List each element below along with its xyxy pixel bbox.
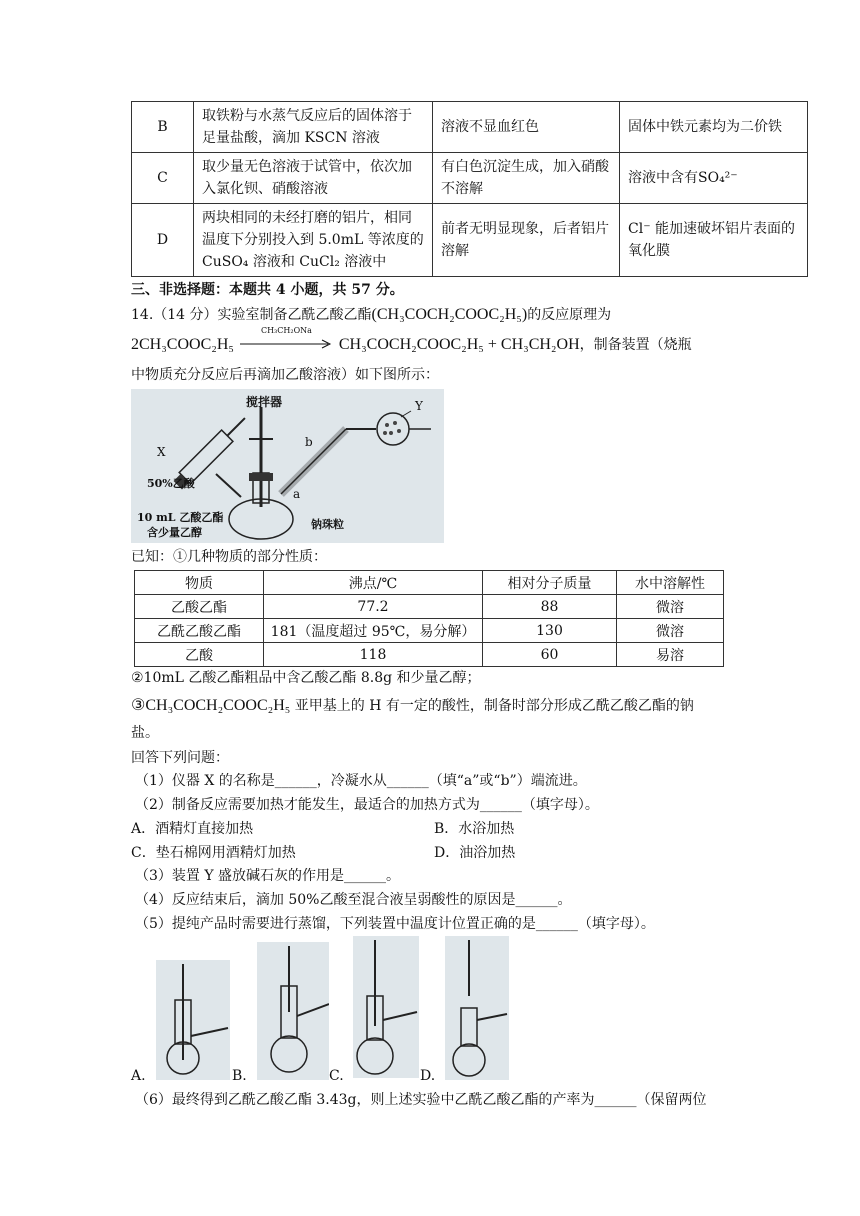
row-observation: 有白色沉淀生成，加入硝酸不溶解 <box>433 153 620 204</box>
known-3-text: 亚甲基上的 H 有一定的酸性，制备时部分形成乙酰乙酸乙酯的钠 <box>294 698 694 714</box>
answer-prompt: 回答下列问题： <box>131 750 229 766</box>
label-flask-contents-2: 含少量乙醇 <box>147 526 202 539</box>
row-conclusion: 溶液中含有SO₄²⁻ <box>620 153 808 204</box>
q14-intro-end: 的反应原理为 <box>527 307 612 323</box>
table-cell: 乙酸乙酯 <box>135 595 264 619</box>
label-a: a <box>293 487 301 501</box>
table-row <box>135 619 724 643</box>
table-cell: 181（温度超过 95℃，易分解） <box>264 619 483 643</box>
column-header: 物质 <box>135 571 264 595</box>
table-cell: 微溶 <box>617 619 724 643</box>
table-row <box>132 153 808 204</box>
label-stirrer: 搅拌器 <box>246 395 283 409</box>
intro-line3: 中物质充分反应后再滴加乙酸溶液）如下图所示： <box>131 367 439 383</box>
column-header: 相对分子质量 <box>483 571 617 595</box>
property-table <box>134 570 724 667</box>
known-3-end: 盐。 <box>131 725 159 741</box>
table-cell: 130 <box>483 619 617 643</box>
table-cell: 88 <box>483 595 617 619</box>
question-6: （6）最终得到乙酰乙酸乙酯 3.43g，则上述实验中乙酰乙酸乙酯的产率为______（保留两位 <box>135 1092 707 1108</box>
question-2: （2）制备反应需要加热才能发生，最适合的加热方式为______（填字母）。 <box>135 797 599 813</box>
known-3 <box>131 695 694 717</box>
flask-label-a: A. <box>131 1068 146 1084</box>
row-conclusion: Cl⁻ 能加速破坏铝片表面的氧化膜 <box>620 204 808 277</box>
option-d: D．油浴加热 <box>434 845 516 861</box>
row-operation: 取铁粉与水蒸气反应后的固体溶于足量盐酸，滴加 KSCN 溶液 <box>194 102 433 153</box>
q14-intro-text: 14.（14 分）实验室制备乙酰乙酸乙酯 <box>131 307 372 323</box>
experiment-table <box>131 101 808 277</box>
known-3-formula: ③CH₃COCH₂COOC₂H₅ <box>131 697 291 714</box>
reaction-tail: ，制备装置（烧瓶 <box>579 337 692 353</box>
known-1: 已知：①几种物质的部分性质： <box>131 549 327 565</box>
flask-label-c: C. <box>329 1068 344 1084</box>
label-acid: 50%乙酸 <box>147 477 195 490</box>
flask-option-a <box>156 960 230 1080</box>
row-key: D <box>132 204 194 277</box>
flask-option-b <box>257 942 329 1080</box>
label-x: X <box>157 445 166 459</box>
distillation-flask-icon <box>257 942 329 1080</box>
distillation-flask-icon <box>353 936 419 1078</box>
option-b: B．水浴加热 <box>434 821 515 837</box>
question-3: （3）装置 Y 盛放碱石灰的作用是______。 <box>135 868 401 884</box>
question-5: （5）提纯产品时需要进行蒸馏，下列装置中温度计位置正确的是______（填字母）。 <box>135 916 655 932</box>
row-operation: 两块相同的未经打磨的铝片，相同温度下分别投入到 5.0mL 等浓度的 CuSO₄ 溶液和 CuCl₂ 溶液中 <box>194 204 433 277</box>
table-cell: 118 <box>264 643 483 667</box>
row-key: C <box>132 153 194 204</box>
label-sodium: 钠珠粒 <box>311 518 344 531</box>
known-2: ②10mL 乙酸乙酯粗品中含乙酸乙酯 8.8g 和少量乙醇； <box>131 670 481 686</box>
column-header: 水中溶解性 <box>617 571 724 595</box>
column-header: 沸点/℃ <box>264 571 483 595</box>
option-a: A．酒精灯直接加热 <box>131 821 254 837</box>
table-cell: 乙酰乙酸乙酯 <box>135 619 264 643</box>
row-observation: 前者无明显现象，后者铝片溶解 <box>433 204 620 277</box>
table-cell: 60 <box>483 643 617 667</box>
table-header-row <box>135 571 724 595</box>
flask-option-c <box>353 936 419 1078</box>
reaction-arrow <box>238 326 334 356</box>
q14-intro <box>131 304 611 326</box>
apparatus-figure <box>131 389 444 543</box>
table-row <box>132 102 808 153</box>
reaction-equation <box>131 326 692 356</box>
reaction-right: CH₃COCH₂COOC₂H₅ + CH₃CH₂OH <box>338 336 580 353</box>
flask-label-d: D. <box>420 1068 436 1084</box>
table-cell: 微溶 <box>617 595 724 619</box>
distillation-flask-icon <box>156 960 230 1080</box>
label-y: Y <box>415 399 423 413</box>
question-1: （1）仪器 X 的名称是______，冷凝水从______（填“a”或“b”）端流进。 <box>135 773 587 789</box>
flask-label-b: B. <box>232 1068 247 1084</box>
section-heading: 三、非选择题：本题共 4 小题，共 57 分。 <box>131 282 404 298</box>
option-c: C．垫石棉网用酒精灯加热 <box>131 845 296 861</box>
table-row <box>132 204 808 277</box>
reaction-left: 2CH₃COOC₂H₅ <box>131 336 234 353</box>
label-flask-contents-1: 10 mL 乙酸乙酯 <box>137 511 224 524</box>
table-row <box>135 643 724 667</box>
table-cell: 易溶 <box>617 643 724 667</box>
flask-option-d <box>445 936 509 1080</box>
distillation-flask-icon <box>445 936 509 1080</box>
row-operation: 取少量无色溶液于试管中，依次加入氯化钡、硝酸溶液 <box>194 153 433 204</box>
q14-formula: (CH₃COCH₂COOC₂H₅) <box>371 306 528 323</box>
table-cell: 乙酸 <box>135 643 264 667</box>
reaction-catalyst: CH₃CH₂ONa <box>260 326 312 335</box>
table-cell: 77.2 <box>264 595 483 619</box>
table-row <box>135 595 724 619</box>
row-conclusion: 固体中铁元素均为二价铁 <box>620 102 808 153</box>
label-b: b <box>305 435 313 449</box>
row-observation: 溶液不显血红色 <box>433 102 620 153</box>
question-4: （4）反应结束后，滴加 50%乙酸至混合液呈弱酸性的原因是______。 <box>135 892 572 908</box>
row-key: B <box>132 102 194 153</box>
